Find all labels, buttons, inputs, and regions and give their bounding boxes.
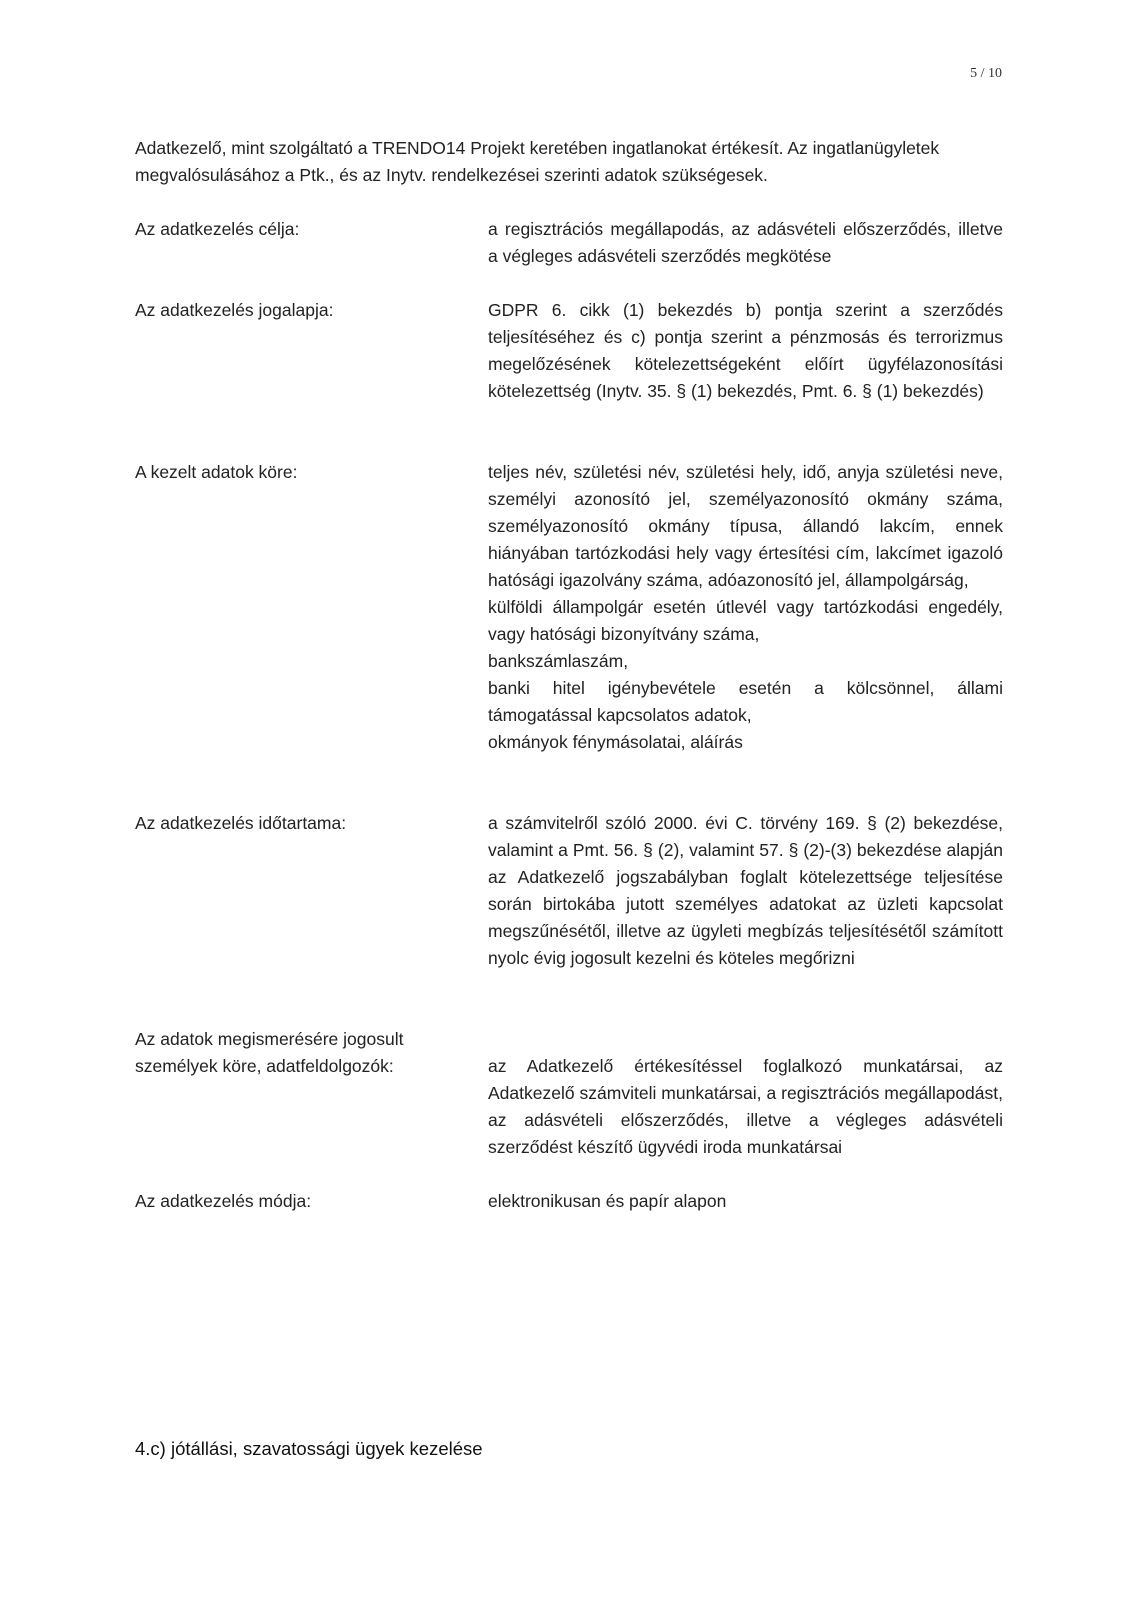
value-paragraph: banki hitel igénybevétele esetén a kölcsönnel, állami támogatással kapcsolatos adatok, xyxy=(488,678,1003,725)
row-label: Az adatkezelés módja: xyxy=(135,1191,312,1211)
value-paragraph: GDPR 6. cikk (1) bekezdés b) pontja szerint a szerződés teljesítéséhez és c) pontja szerint a pénzmosás és terrorizmus megelőzésének kötelezettségeként előírt ügyfélazonosítási kötelezettség (Inytv. 35. § (1) bekezdés, Pmt. 6. § (1) bekezdés) xyxy=(488,300,1003,401)
section-title: 4.c) jótállási, szavatossági ügyek kezelése xyxy=(135,1438,483,1459)
row-value xyxy=(488,810,1003,972)
value-paragraph: az Adatkezelő értékesítéssel foglalkozó munkatársai, az Adatkezelő számviteli munkatársai, a regisztrációs megállapodást, az adásvételi előszerződés, illetve a végleges adásvételi szerződést készítő ügyvédi iroda munkatársai xyxy=(488,1056,1003,1157)
page-number: 5 / 10 xyxy=(970,66,1002,81)
value-paragraph: külföldi állampolgár esetén útlevél vagy tartózkodási engedély, vagy hatósági bizonyítvány száma, xyxy=(488,597,1003,644)
row-value xyxy=(488,216,1003,270)
row-label: A kezelt adatok köre: xyxy=(135,462,298,482)
row-value xyxy=(488,297,1003,405)
value-paragraph: elektronikusan és papír alapon xyxy=(488,1191,727,1211)
row-value xyxy=(488,459,1003,756)
value-paragraph: okmányok fénymásolatai, aláírás xyxy=(488,732,743,752)
row-label: Az adatkezelés időtartama: xyxy=(135,813,347,833)
value-paragraph: a regisztrációs megállapodás, az adásvételi előszerződés, illetve a végleges adásvételi szerződés megkötése xyxy=(488,219,1003,266)
intro-paragraph: Adatkezelő, mint szolgáltató a TRENDO14 Projekt keretében ingatlanokat értékesít. Az ingatlanügyletek megvalósulásához a Ptk., és az Inytv. rendelkezései szerinti adatok szükségesek. xyxy=(135,138,940,185)
row-value xyxy=(488,1188,1003,1215)
value-paragraph: teljes név, születési név, születési hely, idő, anyja születési neve, személyi azonosító jel, személyazonosító okmány száma, személyazonosító okmány típusa, állandó lakcím, ennek hiányában tartózkodási hely vagy értesítési cím, lakcímet igazoló hatósági igazolvány száma, adóazonosító jel, állampolgárság, xyxy=(488,462,1003,590)
row-value xyxy=(488,1053,1003,1161)
row-label: Az adatok megismerésére jogosult személyek köre, adatfeldolgozók: xyxy=(135,1029,404,1076)
row-label: Az adatkezelés jogalapja: xyxy=(135,300,334,320)
value-paragraph: bankszámlaszám, xyxy=(488,651,629,671)
value-paragraph: a számvitelről szóló 2000. évi C. törvény 169. § (2) bekezdése, valamint a Pmt. 56. § (2), valamint 57. § (2)-(3) bekezdése alapján az Adatkezelő jogszabályban foglalt kötelezettsége teljesítése során birtokába jutott személyes adatokat az üzleti kapcsolat megszűnésétől, illetve az ügyleti megbízás teljesítésétől számított nyolc évig jogosult kezelni és köteles megőrizni xyxy=(488,813,1003,968)
row-label: Az adatkezelés célja: xyxy=(135,219,300,239)
